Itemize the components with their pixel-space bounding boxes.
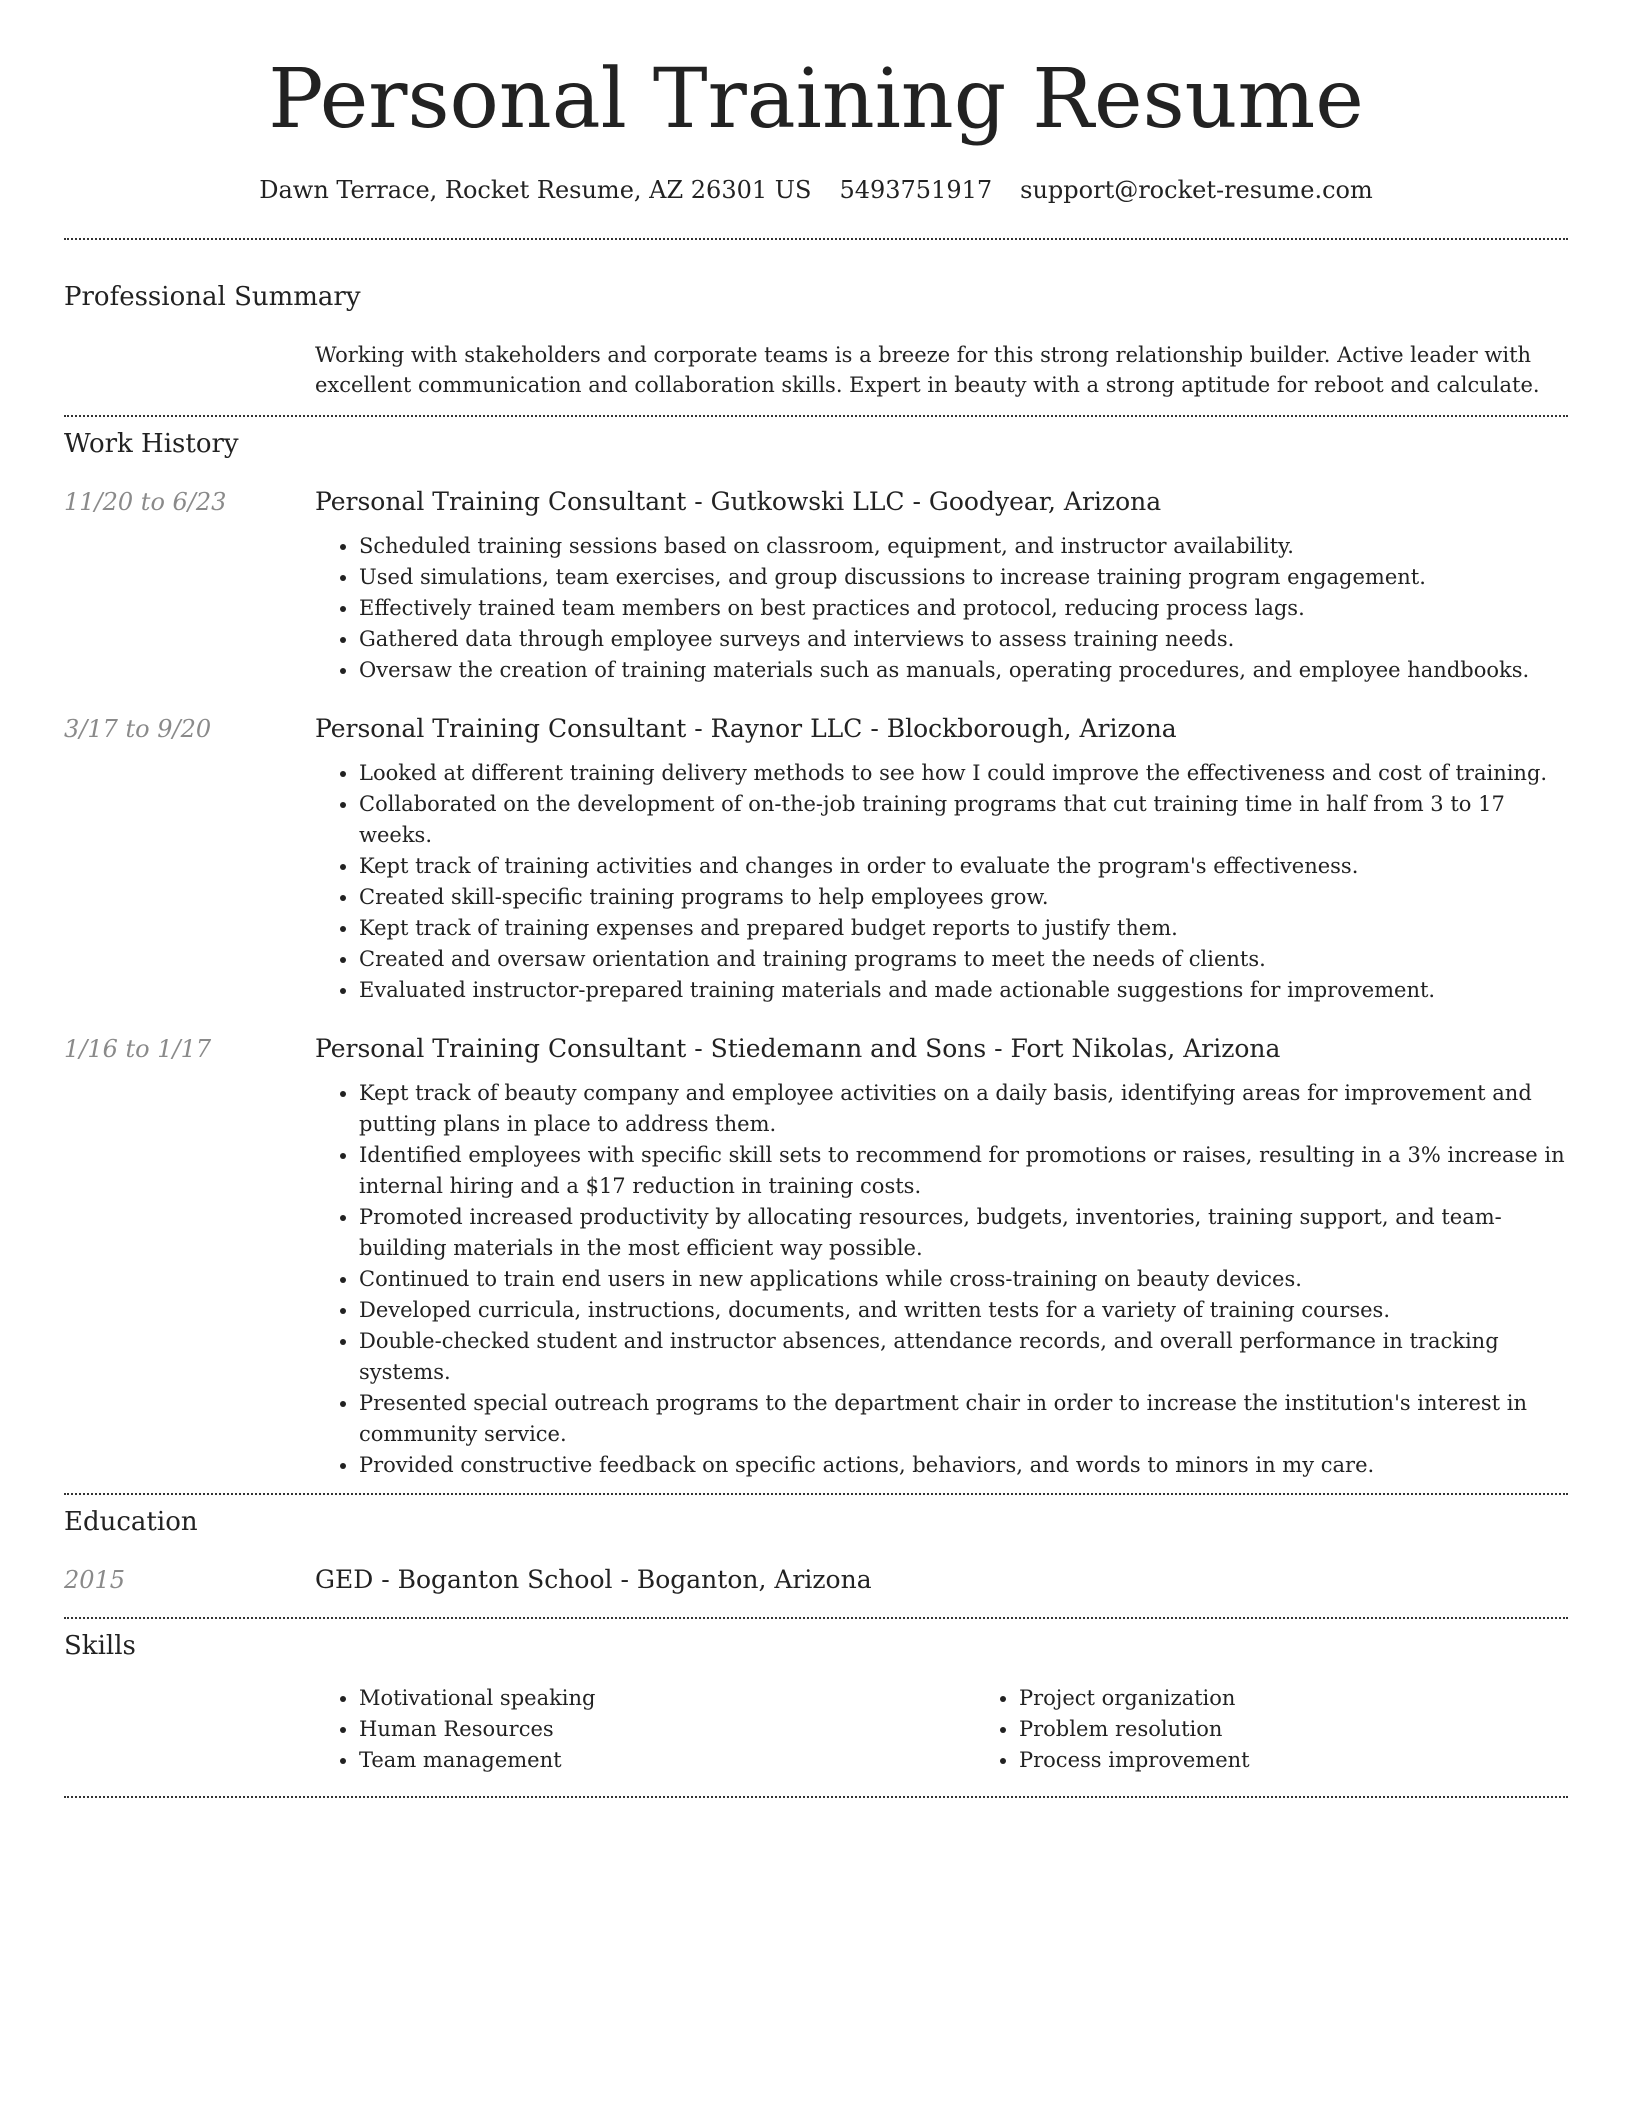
contact-line [64,174,1568,206]
education-title: GED - Boganton School - Boganton, Arizona [315,1565,872,1594]
list-item: • Promoted increased productivity by allocating resources, budgets, inventories, training support, and team-building materials in the most efficient way possible. [359,1202,1568,1264]
list-item: • Kept track of training activities and changes in order to evaluate the program's effectiveness. [359,851,1568,882]
list-item: • Collaborated on the development of on-the-job training programs that cut training time in half from 3 to 17 weeks. [359,789,1568,851]
skills-list-left [315,1683,975,1776]
list-item: • Created skill-specific training programs to help employees grow. [359,882,1568,913]
job-details [315,712,1568,1006]
skill-item: • Motivational speaking [359,1683,975,1714]
job-details [315,1032,1568,1481]
job-title: Personal Training Consultant - Raynor LLC - Blockborough, Arizona [315,714,1177,743]
divider [64,415,1568,417]
job-bullets [315,758,1568,1006]
list-item: • Effectively trained team members on best practices and protocol, reducing process lags. [359,593,1568,624]
contact-address: Dawn Terrace, Rocket Resume, AZ 26301 US [259,176,812,204]
section-heading-skills: Skills [64,1631,136,1661]
page-title: Personal Training Resume [268,52,1364,147]
list-item: • Developed curricula, instructions, documents, and written tests for a variety of training courses. [359,1295,1568,1326]
education-year: 2015 [64,1566,126,1594]
list-item: • Scheduled training sessions based on classroom, equipment, and instructor availability. [359,531,1568,562]
summary-row [64,340,1568,400]
list-item: • Kept track of training expenses and prepared budget reports to justify them. [359,913,1568,944]
list-item: • Gathered data through employee surveys and interviews to assess training needs. [359,624,1568,655]
list-item: • Used simulations, team exercises, and group discussions to increase training program engagement. [359,562,1568,593]
divider [64,238,1568,240]
job-dates: 11/20 to 6/23 [64,488,227,516]
list-item: • Looked at different training delivery methods to see how I could improve the effectiveness and cost of training. [359,758,1568,789]
list-item: • Created and oversaw orientation and training programs to meet the needs of clients. [359,944,1568,975]
job-bullets [315,531,1568,686]
skills-row [64,1683,1568,1776]
list-item: • Identified employees with specific skill sets to recommend for promotions or raises, resulting in a 3% increase in internal hiring and a $17 reduction in training costs. [359,1140,1568,1202]
job-entry [64,1032,1568,1481]
job-dates: 1/16 to 1/17 [64,1035,212,1063]
list-item: • Continued to train end users in new applications while cross-training on beauty devices. [359,1264,1568,1295]
section-heading-work: Work History [64,429,239,459]
summary-spacer [64,340,315,400]
list-item: • Provided constructive feedback on specific actions, behaviors, and words to minors in my care. [359,1450,1568,1481]
contact-email[interactable]: support@rocket-resume.com [1020,176,1373,204]
skills-columns [315,1683,1632,1776]
education-entry [64,1563,1568,1597]
skills-list-right [975,1683,1632,1776]
job-title: Personal Training Consultant - Stiedemann and Sons - Fort Nikolas, Arizona [315,1034,1281,1063]
contact-phone: 5493751917 [839,176,993,204]
list-item: • Evaluated instructor-prepared training materials and made actionable suggestions for improvement. [359,975,1568,1006]
list-item: • Presented special outreach programs to the department chair in order to increase the institution's interest in community service. [359,1388,1568,1450]
skill-item: • Team management [359,1745,975,1776]
divider [64,1796,1568,1798]
skills-spacer [64,1683,315,1776]
job-entry [64,712,1568,1006]
list-item: • Double-checked student and instructor absences, attendance records, and overall performance in tracking systems. [359,1326,1568,1388]
divider [64,1617,1568,1619]
skill-item: • Problem resolution [1019,1714,1632,1745]
section-heading-education: Education [64,1507,198,1537]
skill-item: • Project organization [1019,1683,1632,1714]
section-heading-summary: Professional Summary [64,282,361,312]
list-item: • Oversaw the creation of training materials such as manuals, operating procedures, and employee handbooks. [359,655,1568,686]
skill-item: • Human Resources [359,1714,975,1745]
job-dates: 3/17 to 9/20 [64,715,212,743]
job-entry [64,485,1568,686]
job-bullets [315,1078,1568,1481]
skill-item: • Process improvement [1019,1745,1632,1776]
job-details [315,485,1568,686]
summary-text: Working with stakeholders and corporate teams is a breeze for this strong relationship builder. Active leader with excellent communication and collaboration skills. Expert in beauty with a strong aptitude for reboot and calculate. [315,343,1540,397]
divider [64,1493,1568,1495]
job-title: Personal Training Consultant - Gutkowski LLC - Goodyear, Arizona [315,487,1162,516]
list-item: • Kept track of beauty company and employee activities on a daily basis, identifying areas for improvement and putting plans in place to address them. [359,1078,1568,1140]
